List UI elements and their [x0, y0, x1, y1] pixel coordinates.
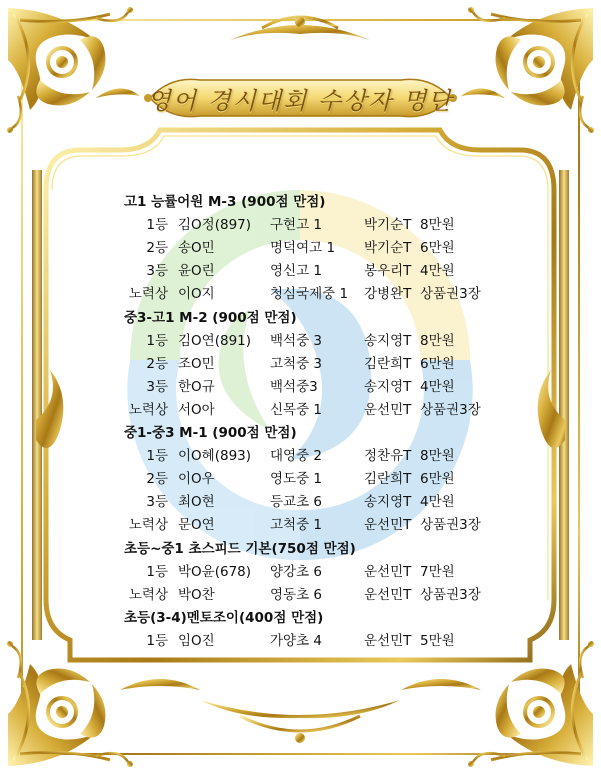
rank-cell: 1등 — [146, 332, 168, 349]
name-cell: 이O우 — [178, 471, 215, 488]
school-cell: 등교초 6 — [270, 494, 323, 511]
school-cell: 영동초 6 — [270, 586, 323, 603]
section-heading: 중1-중3 M-1 (900점 만점) — [124, 425, 297, 441]
teacher-cell: 송지영T — [364, 494, 412, 511]
rank-cell: 노력상 — [128, 286, 168, 303]
teacher-cell: 정찬유T — [364, 448, 412, 465]
rank-cell: 3등 — [146, 263, 168, 280]
school-cell: 영도중 1 — [270, 471, 323, 488]
teacher-cell: 김란희T — [364, 355, 412, 372]
prize-cell: 4만원 — [420, 263, 455, 280]
name-cell: 임O진 — [178, 632, 215, 649]
section-heading: 초등~중1 초스피드 기본(750점 만점) — [124, 540, 356, 557]
winner-row — [0, 629, 601, 649]
name-cell: 박O찬 — [178, 586, 215, 603]
prize-cell: 4만원 — [420, 378, 455, 395]
teacher-cell: 운선민T — [364, 401, 412, 418]
name-cell: 김O연(891) — [178, 332, 252, 349]
name-cell: 윤O린 — [178, 263, 215, 280]
winner-row — [0, 513, 601, 533]
teacher-cell: 운선민T — [364, 517, 412, 534]
prize-cell: 6만원 — [420, 355, 455, 372]
school-cell: 구현고 1 — [270, 217, 323, 234]
school-cell: 고척중 3 — [270, 355, 323, 372]
school-cell: 신목중 1 — [270, 401, 323, 418]
winner-row — [0, 560, 601, 580]
winner-row — [0, 375, 601, 395]
name-cell: 김O정(897) — [178, 217, 252, 234]
name-cell: 조O민 — [178, 355, 215, 372]
prize-cell: 8만원 — [420, 448, 455, 465]
rank-cell: 1등 — [146, 448, 168, 465]
rank-cell: 1등 — [146, 563, 168, 580]
rank-cell: 2등 — [146, 471, 168, 488]
prize-cell: 7만원 — [420, 563, 455, 580]
winner-row — [0, 236, 601, 256]
teacher-cell: 봉우리T — [364, 263, 412, 280]
school-cell: 대영중 2 — [270, 448, 323, 465]
rank-cell: 노력상 — [128, 401, 168, 418]
teacher-cell: 박기순T — [364, 240, 412, 257]
teacher-cell: 송지영T — [364, 378, 412, 395]
page-title: 영어 경시대회 수상자 명단 — [147, 86, 454, 115]
school-cell: 고척중 1 — [270, 517, 323, 534]
section-heading: 중3-고1 M-2 (900점 만점) — [124, 309, 297, 326]
section-heading: 초등(3-4)멘토조이(400점 만점) — [124, 609, 324, 626]
rank-cell: 노력상 — [128, 586, 168, 603]
school-cell: 명덕여고 1 — [270, 240, 336, 257]
name-cell: 이O혜(893) — [178, 448, 252, 465]
rank-cell: 3등 — [146, 494, 168, 511]
rank-cell: 1등 — [146, 217, 168, 234]
name-cell: 이O지 — [178, 286, 215, 303]
winner-row — [0, 467, 601, 487]
name-cell: 서O아 — [178, 401, 215, 418]
prize-cell: 상품권3장 — [420, 586, 481, 603]
rank-cell: 노력상 — [128, 517, 168, 534]
prize-cell: 8만원 — [420, 332, 455, 349]
teacher-cell: 박기순T — [364, 217, 412, 234]
teacher-cell: 운선민T — [364, 586, 412, 603]
name-cell: 최O현 — [178, 494, 215, 511]
prize-cell: 상품권3장 — [420, 286, 481, 303]
school-cell: 가양초 4 — [270, 632, 323, 649]
winner-row — [0, 444, 601, 464]
winner-row — [0, 398, 601, 418]
winner-row — [0, 583, 601, 603]
prize-cell: 6만원 — [420, 471, 455, 488]
teacher-cell: 강병완T — [364, 286, 412, 303]
school-cell: 백석중3 — [270, 378, 318, 395]
name-cell: 한O규 — [178, 378, 215, 395]
name-cell: 박O윤(678) — [178, 563, 252, 580]
name-cell: 문O연 — [178, 517, 215, 534]
rank-cell: 1등 — [146, 632, 168, 649]
prize-cell: 5만원 — [420, 632, 455, 649]
winner-row — [0, 352, 601, 372]
teacher-cell: 운선민T — [364, 632, 412, 649]
teacher-cell: 김란희T — [364, 471, 412, 488]
prize-cell: 상품권3장 — [420, 401, 481, 418]
section-heading: 고1 능률어원 M-3 (900점 만점) — [124, 194, 326, 210]
rank-cell: 2등 — [146, 355, 168, 372]
prize-cell: 상품권3장 — [420, 517, 481, 534]
teacher-cell: 운선민T — [364, 563, 412, 580]
winner-row — [0, 213, 601, 233]
rank-cell: 2등 — [146, 240, 168, 257]
winner-row — [0, 490, 601, 510]
school-cell: 청심국제중 1 — [270, 286, 349, 303]
winner-row — [0, 259, 601, 279]
school-cell: 영신고 1 — [270, 263, 323, 280]
school-cell: 양강초 6 — [270, 563, 323, 580]
rank-cell: 3등 — [146, 378, 168, 395]
winner-row — [0, 329, 601, 349]
prize-cell: 8만원 — [420, 217, 455, 234]
name-cell: 송O민 — [178, 240, 215, 257]
teacher-cell: 송지영T — [364, 332, 412, 349]
prize-cell: 6만원 — [420, 240, 455, 257]
school-cell: 백석중 3 — [270, 332, 323, 349]
prize-cell: 4만원 — [420, 494, 455, 511]
winner-row — [0, 282, 601, 302]
